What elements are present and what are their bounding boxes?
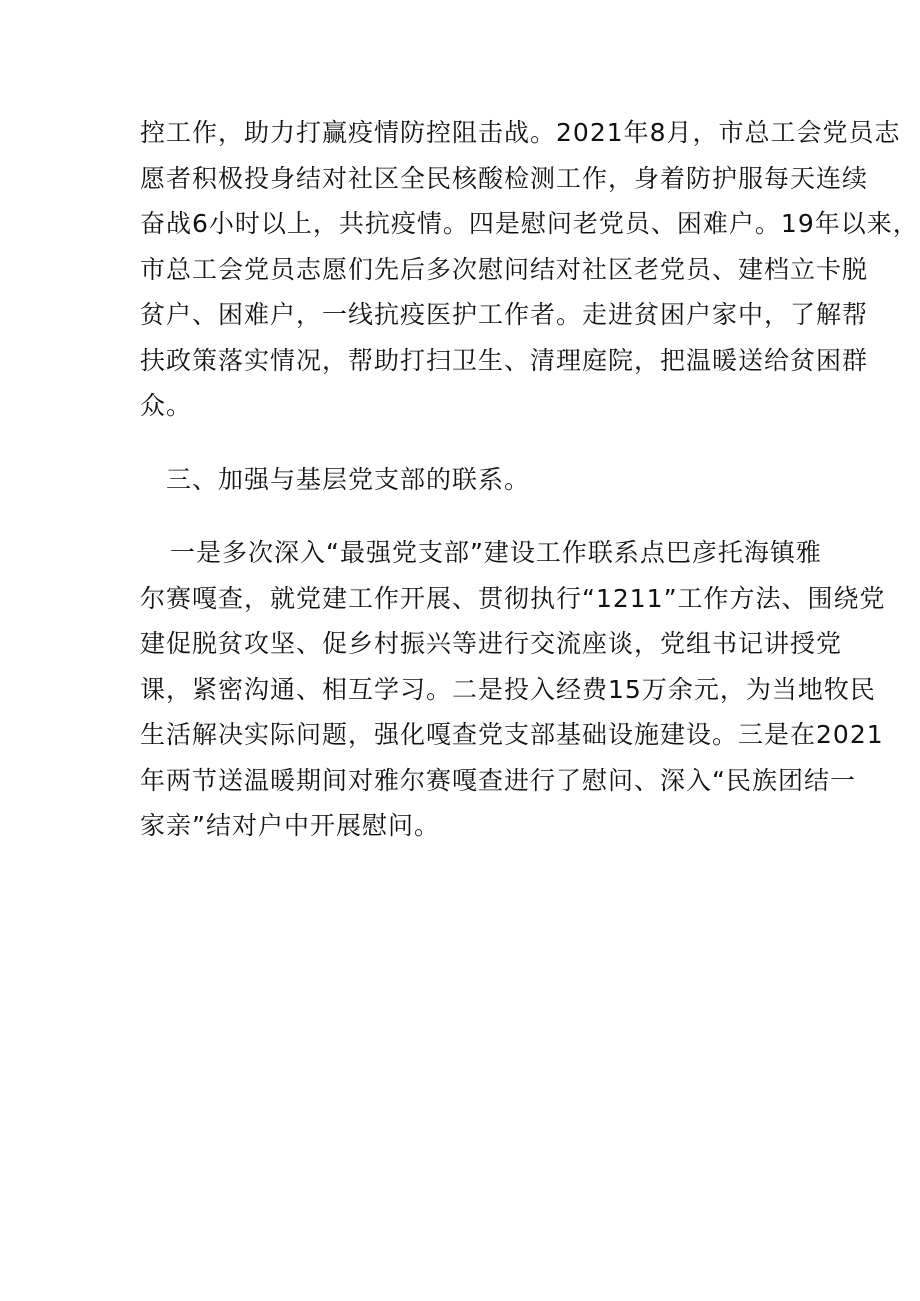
text-line: 扶政策落实情况，帮助打扫卫生、清理庭院，把温暖送给贫困群 (140, 345, 869, 375)
section-heading: 三、加强与基层党支部的联系。 (166, 464, 531, 494)
paragraph-spacer (140, 502, 800, 530)
text-line: 尔赛嘎查，就党建工作开展、贯彻执行“1211”工作方法、围绕党 (140, 583, 886, 613)
text-line: 生活解决实际问题，强化嘎查党支部基础设施建设。三是在2021 (140, 720, 884, 749)
paragraph-spacer (140, 429, 800, 457)
text-line: 愿者积极投身结对社区全民核酸检测工作，身着防护服每天连续 (140, 163, 869, 193)
text-line: 一是多次深入“最强党支部”建设工作联系点巴彦托海镇雅 (170, 538, 822, 567)
text-line: 奋战6小时以上，共抗疫情。四是慰问老党员、困难户。19年以来， (140, 209, 919, 238)
text-line: 贫户、困难户，一线抗疫医护工作者。走进贫困户家中，了解帮 (140, 300, 869, 329)
text-line: 市总工会党员志愿们先后多次慰问结对社区老党员、建档立卡脱 (140, 254, 869, 284)
document-body (140, 110, 919, 849)
text-line: 家亲”结对户中开展慰问。 (140, 811, 440, 840)
text-line: 课，紧密沟通、相互学习。二是投入经费15万余元，为当地牧民 (140, 674, 876, 704)
text-line: 年两节送温暖期间对雅尔赛嘎查进行了慰问、深入“民族团结一 (140, 765, 856, 795)
text-line: 众。 (140, 391, 193, 420)
text-line: 控工作，助力打赢疫情防控阻击战。2021年8月，市总工会党员志 (140, 118, 901, 147)
text-line: 建促脱贫攻坚、促乡村振兴等进行交流座谈，党组书记讲授党 (140, 629, 843, 658)
